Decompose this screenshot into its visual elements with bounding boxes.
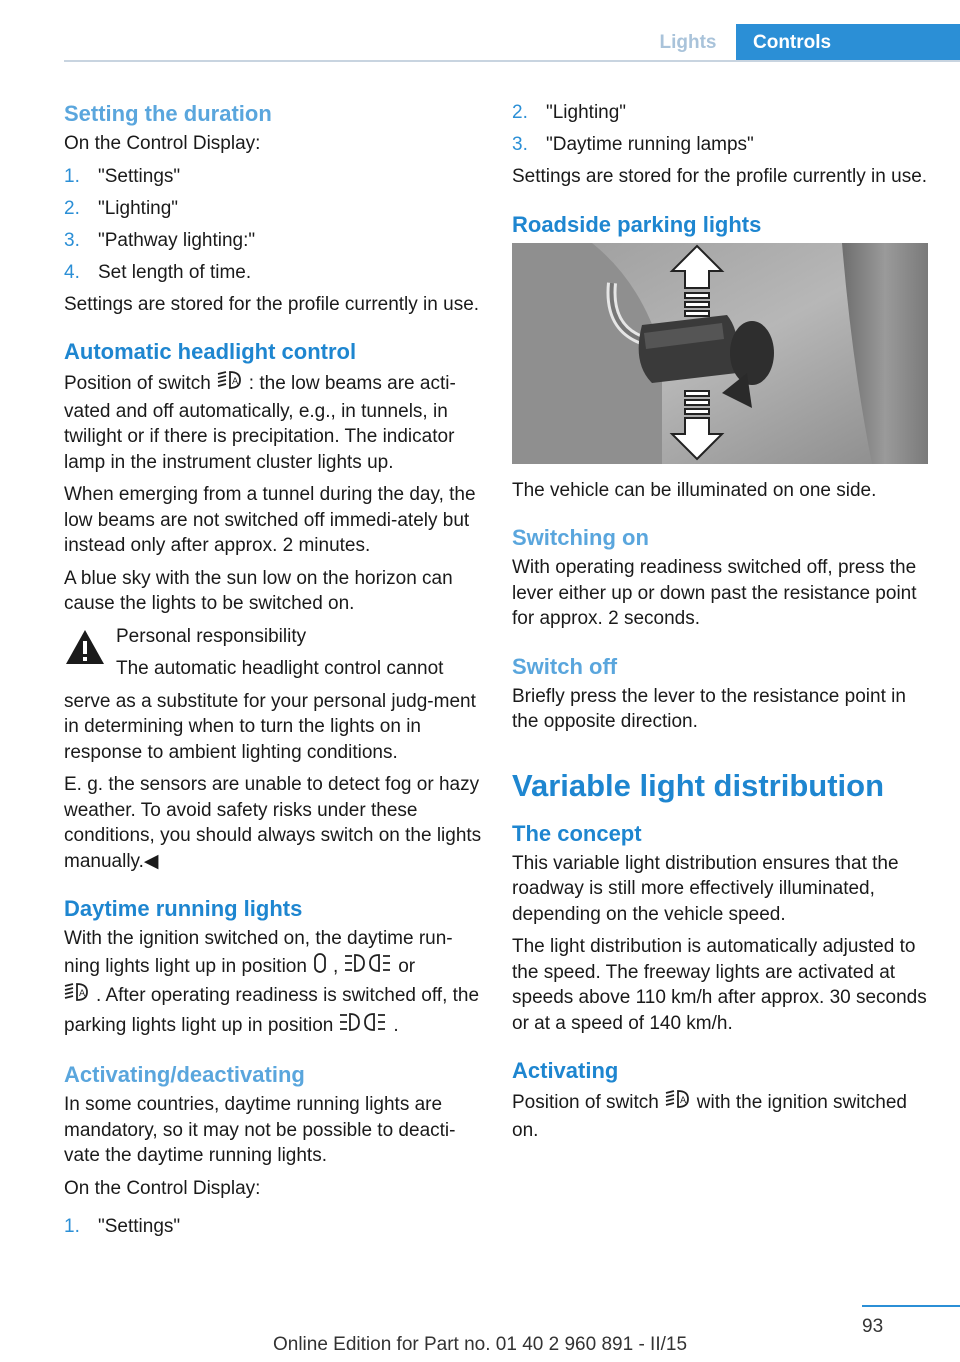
svg-text:A: A — [79, 989, 86, 999]
auto-headlight-icon — [665, 1088, 691, 1118]
paragraph: On the Control Display: — [64, 133, 261, 154]
paragraph: With the ignition switched on, the daytime run‐ning lights light up in position , or A . After operating readiness is switched off, the parking lights light up in position . — [64, 926, 484, 1040]
paragraph: On the Control Display: — [64, 1177, 261, 1199]
heading-switching-on: Switching on — [512, 525, 649, 550]
heading-daytime-running: Daytime running lights — [64, 896, 303, 921]
warning-triangle-icon — [64, 628, 106, 671]
heading-the-concept: The concept — [512, 820, 642, 846]
list-item: 4. Set length of time. — [64, 261, 252, 283]
steps-list — [64, 164, 484, 286]
auto-headlight-icon — [217, 369, 243, 399]
paragraph: With operating readiness switched off, press the lever either up or down past the resistance point for approx. 2 seconds. — [512, 557, 917, 629]
paragraph: Settings are stored for the profile currently in use. — [512, 166, 928, 187]
warning-text-cont: serve as a substitute for your personal judg‐ment in determining when to turn the lights on in response to ambient lighting conditions. — [64, 690, 476, 763]
list-item: 1. "Settings" — [64, 165, 181, 187]
parking-lights-icon — [344, 952, 392, 982]
right-column — [512, 100, 932, 1150]
steps-list — [64, 1214, 484, 1240]
list-item: 2. "Lighting" — [512, 102, 627, 123]
paragraph: Position of switch A : the low beams are acti‐vated and off automatically, e.g., in tunnels, in twilight or if there is precipitation. The indicator lamp in the instrument cluster lights up. — [64, 369, 484, 475]
heading-activating-deactivating: Activating/deactivating — [64, 1062, 305, 1087]
tab-controls[interactable]: Controls — [736, 24, 960, 62]
photo-caption: The vehicle can be illuminated on one side. — [512, 479, 877, 501]
svg-text:A: A — [679, 1096, 686, 1106]
heading-auto-headlight: Automatic headlight control — [64, 339, 357, 364]
paragraph: When emerging from a tunnel during the day, the low beams are not switched off immedi‐ately but instead only after approx. 2 minutes. — [64, 484, 476, 556]
footer-edition: Online Edition for Part no. 01 40 2 960 891 - II/15 — [272, 1334, 688, 1355]
svg-text:A: A — [231, 377, 238, 387]
tab-lights[interactable]: Lights — [659, 32, 717, 53]
paragraph: In some countries, daytime running lights are mandatory, so it may not be possible to deacti‐vate the daytime running lights. — [64, 1094, 456, 1166]
warning-title: Personal responsibility — [116, 625, 307, 647]
heading-roadside-parking: Roadside parking lights — [512, 211, 762, 237]
paragraph: Position of switch A with the ignition switched on. — [512, 1088, 932, 1143]
heading-switch-off: Switch off — [512, 653, 618, 679]
paragraph: This variable light distribution ensures that the roadway is still more effectively illuminated, depending on the vehicle speed. — [512, 852, 899, 925]
heading-activating: Activating — [512, 1058, 619, 1083]
paragraph: Briefly press the lever to the resistance point in the opposite direction. — [512, 685, 906, 732]
left-column — [64, 100, 484, 1246]
heading-variable-light: Variable light distribution — [512, 767, 885, 803]
parking-lights-icon — [339, 1011, 387, 1041]
paragraph: A blue sky with the sun low on the horizon can cause the lights to be switched on. — [64, 567, 453, 614]
list-item: 3. "Pathway lighting:" — [64, 229, 256, 251]
heading-setting-duration: Setting the duration — [64, 101, 272, 126]
steps-list — [512, 100, 932, 158]
auto-headlight-icon — [64, 981, 90, 1011]
paragraph: E. g. the sensors are unable to detect fog or hazy weather. To avoid safety risks under these conditions, you should always switch on the lights manually.◀ — [64, 774, 482, 872]
paragraph: Settings are stored for the profile currently in use. — [64, 293, 480, 315]
warning-block — [64, 624, 484, 682]
list-item: 1. "Settings" — [64, 1216, 181, 1237]
list-item: 2. "Lighting" — [64, 197, 179, 219]
paragraph: The light distribution is automatically adjusted to the speed. The freeway lights are activated at speeds above 110 km/h after approx. 30 seconds or at a speed of 140 km/h. — [512, 936, 927, 1034]
page-number: 93 — [862, 1316, 884, 1337]
list-item: 3. "Daytime running lamps" — [512, 134, 754, 155]
turn-signal-lever-photo — [512, 243, 928, 464]
footer-divider — [862, 1305, 960, 1307]
light-off-icon — [313, 952, 327, 982]
header-divider — [64, 60, 960, 62]
warning-text: The automatic headlight control cannot — [116, 658, 444, 679]
